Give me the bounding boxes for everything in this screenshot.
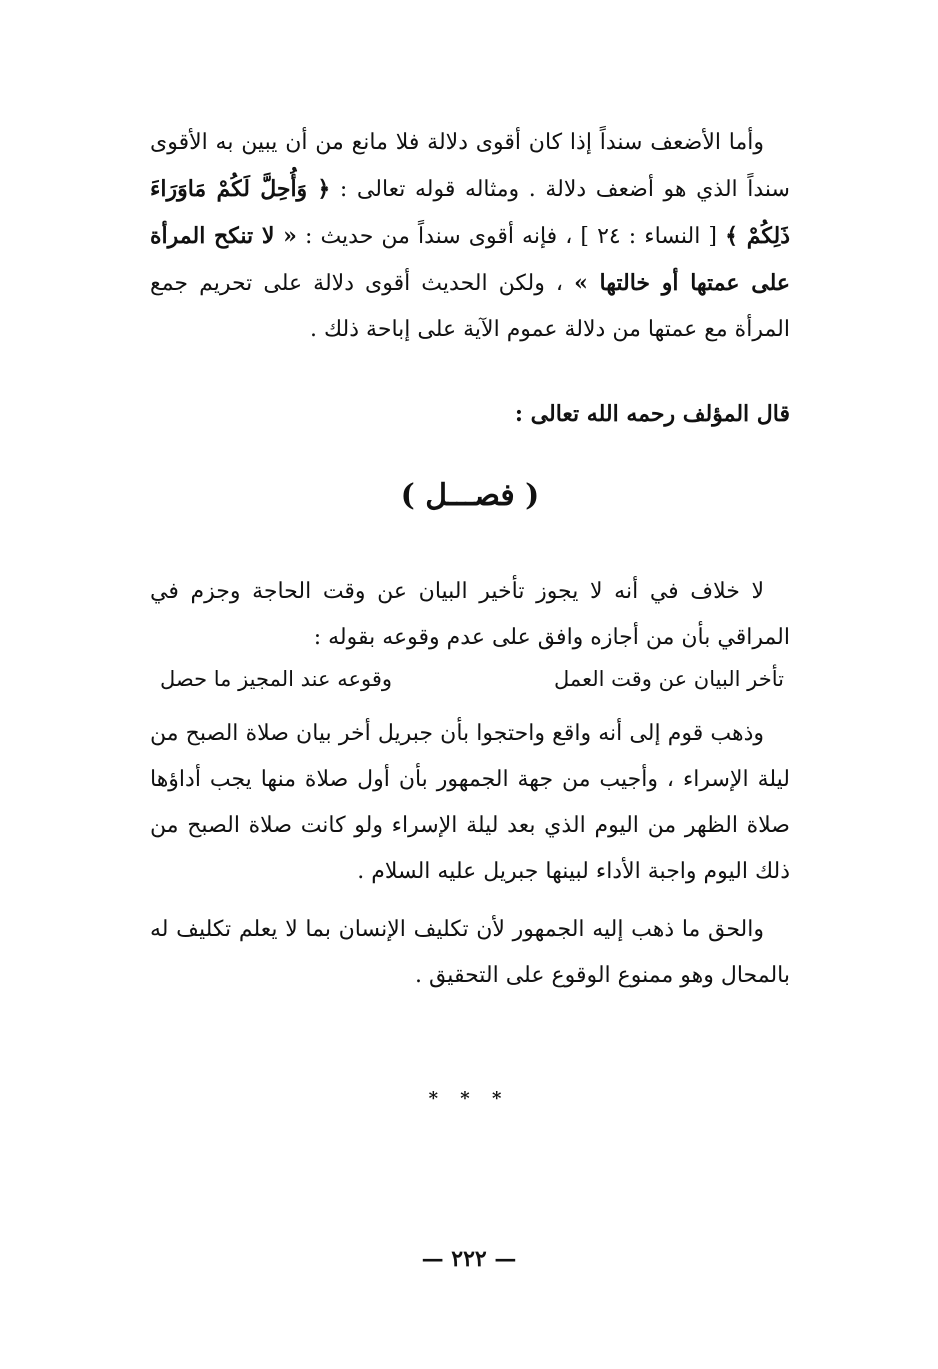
paragraph-weaker-chain: [150, 120, 790, 353]
verse-second-hemistich: وقوعه عند المجيز ما حصل: [160, 667, 393, 691]
author-heading: قال المؤلف رحمه الله تعالى :: [514, 401, 790, 427]
poetry-verse: [150, 661, 790, 697]
section-title-fasl: ( فصـــل ): [400, 478, 540, 513]
paragraph-text: وأما الأضعف سنداً إذا كان أقوى دلالة فلا مانع من أن يبين به الأقوى سنداً الذي هو أضعف دلالة . ومثاله قوله تعالى :: [150, 130, 790, 202]
page-body: [150, 120, 790, 999]
verse-first-hemistich: تأخر البيان عن وقت العمل: [554, 667, 784, 691]
verse-reference: [ النساء : ٢٤ ] ، فإنه أقوى سنداً من حديث :: [296, 224, 726, 249]
section-separator-stars: * * *: [428, 1088, 510, 1109]
paragraph-text: ، ولكن الحديث أقوى دلالة على تحريم جمع المرأة مع عمتها من دلالة عموم الآية على إباحة ذلك .: [150, 271, 790, 342]
paragraph-no-disagreement: لا خلاف في أنه لا يجوز تأخير البيان عن وقت الحاجة وجزم في المراقي بأن من أجازه وافق على عدم وقوعه بقوله :: [150, 579, 790, 650]
hadith-text: « لا تنكح المرأة على عمتها أو خالتها »: [150, 223, 790, 296]
quran-verse: ﴿ وَأُحِلَّ لَكُمْ مَاوَرَاءَ ذَلِكُمْ ﴾: [150, 176, 790, 249]
paragraph-some-people: وذهب قوم إلى أنه واقع واحتجوا بأن جبريل أخر بيان صلاة الصبح من ليلة الإسراء ، وأجيب من جهة الجمهور بأن أول صلاة منها يجب أداؤها صلاة الظهر من اليوم الذي بعد ليلة الإسراء ولو كانت صلاة الصبح من ذلك اليوم واجبة الأداء لبينها جبريل عليه السلام .: [150, 721, 790, 884]
paragraph-truth: والحق ما ذهب إليه الجمهور لأن تكليف الإنسان بما لا يعلم تكليف له بالمحال وهو ممنوع الوقوع على التحقيق .: [150, 917, 790, 988]
page-number: — ٢٢٢ —: [421, 1246, 517, 1272]
